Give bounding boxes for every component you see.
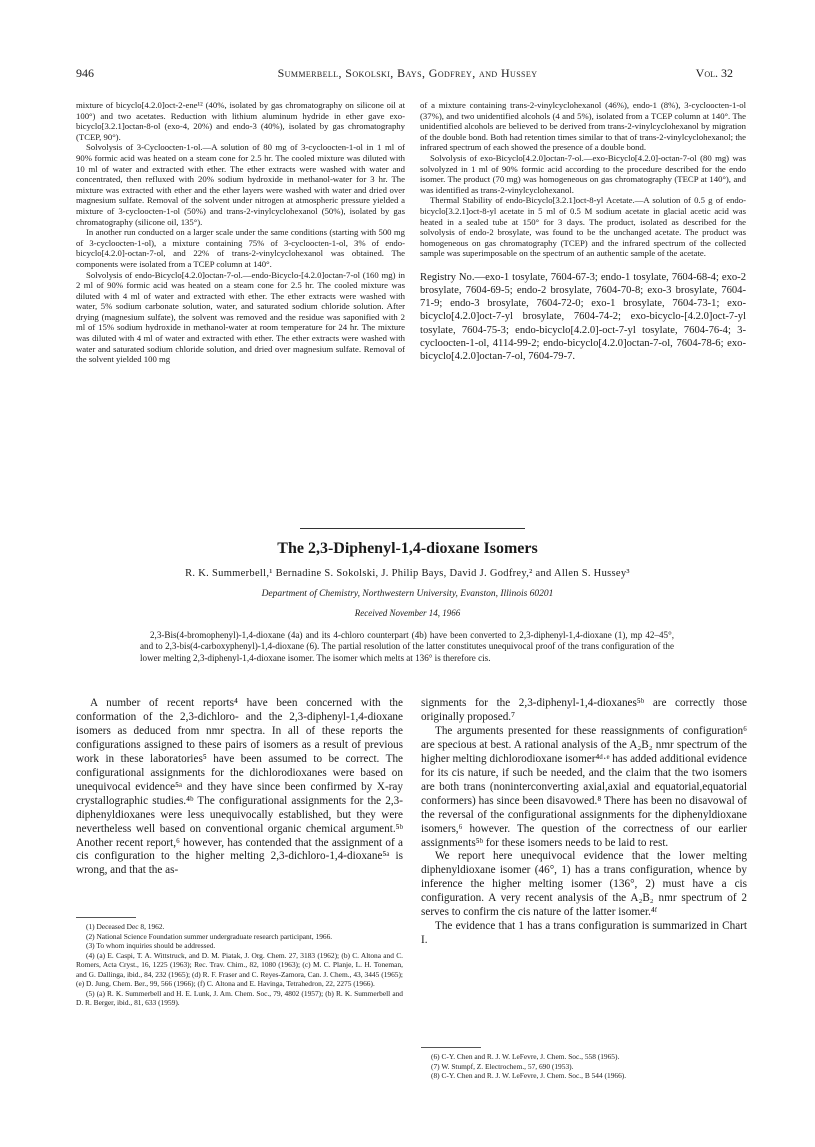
text-paragraph: A number of recent reports⁴ have been concerned with the conformation of the 2,3-dichloro- and the 2,3-diphenyl-1,4-dioxane isomers as deduced from nmr spectra. In all of these reports the configurations assigned to these pairs of isomers as a result of previous work in these laboratories⁵ have been assumed to be correct. The configurational assignments for the dichlorodioxanes were based on unequivocal evidence⁵ᵃ and they have since been confirmed by X-ray crystallographic studies.⁴ᵇ The configurational assignments for the 2,3-diphenyldioxanes were less unequivocally established, but they were nevertheless well based on conventional organic chemical argument.⁵ᵇ Another recent report,⁶ however, has contended that the assignment of a cis configuration to the higher melting 2,3-dichloro-1,4-dioxane⁵ᵃ is wrong, and that the as- (76, 697, 403, 877)
text-paragraph: We report here unequivocal evidence that the lower melting diphenyldioxane isomer (46°, 1) has a trans configuration, whence by inference the higher melting isomer (136°, 2) must have a cis configuration. A very recent analysis of the A₂B₂ nmr spectrum of 2 serves to confirm the cis nature of the latter isomer.⁴ᶠ (421, 850, 747, 919)
text-paragraph: Solvolysis of 3-Cycloocten-1-ol.—A solution of 80 mg of 3-cycloocten-1-ol in 1 ml of 90% formic acid was heated on a steam cone for 2.5 hr. The cooled mixture was diluted with 10 ml of water and extracted with ether. The ether extracts were washed with water and concentrated, then refluxed with 20% sodium hydroxide in methanol-water for 3 hr. The mixture was extracted with ether and the ether layers were washed with water and dried over magnesium sulfate. Removal of the solvent under nitrogen at atmospheric pressure yielded a mixture of 3-cycloocten-1-ol (50%) and trans-2-vinylcyclohexanol (50%), isolated by gas chromatography (silicone oil, 135°). (76, 142, 405, 227)
footnote: (1) Deceased Dec 8, 1962. (86, 922, 165, 931)
body-right-column (421, 697, 747, 948)
previous-article-right-column (420, 100, 746, 363)
footnotes-left (76, 917, 403, 1008)
text-paragraph: Solvolysis of exo-Bicyclo[4.2.0]octan-7-ol.—exo-Bicyclo[4.2.0]-octan-7-ol (80 mg) was solvolyzed in 1 ml of 90% formic acid according to the procedure described for the endo isomer. The product (70 mg) was homogeneous on gas chromatography (TECP at 140°), and was identified as trans-2-vinylcyclohexanol. (420, 152, 746, 195)
author-list: R. K. Summerbell,¹ Bernadine S. Sokolski, J. Philip Bays, David J. Godfrey,² and Allen S. Hussey³ (185, 568, 630, 579)
footnote: (5) (a) R. K. Summerbell and H. E. Lunk, J. Am. Chem. Soc., 79, 4802 (1957); (b) R. K. Summerbell and D. R. Berger, ibid., 81, 633 (1959). (76, 988, 403, 1007)
footnote: (3) To whom inquiries should be addressed. (86, 941, 216, 950)
previous-article-left-column (76, 100, 405, 365)
footnote: (8) C-Y. Chen and R. J. W. LeFevre, J. Chem. Soc., B 544 (1966). (431, 1071, 627, 1080)
page-number: 946 (76, 66, 94, 80)
running-head: Summerbell, Sokolski, Bays, Godfrey, and Hussey (277, 66, 538, 80)
footnote-rule (76, 917, 136, 918)
section-divider (300, 528, 525, 529)
footnote: (4) (a) E. Caspi, T. A. Wittstruck, and D. M. Piatak, J. Org. Chem. 27, 3183 (1962); (b) C. Altona and C. Romers, Acta Cryst., 16, 1225 (1963); Rec. Trav. Chim., 82, 1080 (1963); (c) M. C. Planje, L. H. Toneman, and G. Dallinga, ibid., 84, 232 (1965); (d) R. F. Fraser and C. Reyes-Zamora, Can. J. Chem., 43, 3445 (1965); (e) D. Jung, Chem. Ber., 99, 566 (1966); (f) C. Altona and E. Havinga, Tetrahedron, 22, 2275 (1966). (76, 950, 403, 988)
abstract: 2,3-Bis(4-bromophenyl)-1,4-dioxane (4a) and its 4-chloro counterpart (4b) have been converted to 2,3-diphenyl-1,4-dioxane (1), mp 42–45°, and to 2,3-bis(4-carboxyphenyl)-1,4-dioxane (6). The partial resolution of the latter constitutes unequivocal proof of the trans configuration of the lower melting 2,3-diphenyl-1,4-dioxane isomer. The isomer which melts at 136° is therefore cis. (140, 630, 674, 663)
registry-numbers: Registry No.—exo-1 tosylate, 7604-67-3; endo-1 tosylate, 7604-68-4; exo-2 brosylate, 7604-69-5; endo-2 brosylate, 7604-70-8; exo-3 brosylate, 7604-71-9; endo-3 brosylate, 7604-72-0; exo-1 brosylate, 7604-73-1; exo-bicyclo[4.2.0]oct-7-yl brosylate, 7604-74-2; exo-bicyclo-[4.2.0]oct-7-yl tosylate, 7604-75-3; endo-bicyclo[4.2.0]-oct-7-yl tosylate, 7604-76-4; 3-cycloocten-1-ol, 4114-99-2; endo-bicyclo[4.2.0]octan-7-ol, 7604-78-6; exo-bicyclo[4.2.0]octan-7-ol, 7604-79-7. (420, 271, 746, 362)
text-paragraph: The arguments presented for these reassignments of configuration⁶ are specious at best. A rational analysis of the A₂B₂ nmr spectrum of the higher melting dichlorodioxane isomer⁴ᵈ·ᵉ has added additional evidence for its cis nature, if such be needed, and the claim that the two isomers are both trans (noninterconverting axial,axial and equatorial,equatorial conformers) has since been disavowed.⁸ There has been no disavowal of the reversal of the configurational assignments for the diphenyldioxane isomers,⁶ however. The question of the correctness of our earlier assignments⁵ᵇ for these isomers needs to be laid to rest. (421, 724, 747, 849)
text-paragraph: Thermal Stability of endo-Bicyclo[3.2.1]oct-8-yl Acetate.—A solution of 0.5 g of endo-bicyclo[3.2.1]oct-8-yl acetate in 5 ml of 0.5 M sodium acetate in glacial acetic acid was heated in a sealed tube at 150° for 3 days. The product, isolated as described for the solvolysis of endo-2 brosylate, was found to be the unchanged acetate. The product was homogeneous on gas chromatography (TCEP) and the infrared spectrum of the collected sample was superimposable on the spectrum of an authentic sample of the acetate. (420, 195, 746, 259)
text-paragraph: mixture of bicyclo[4.2.0]oct-2-ene¹² (40%, isolated by gas chromatography on silicone oil at 100°) and two acetates. Reduction with lithium aluminum hydride in ether gave exo-bicyclo[3.2.1]octan-8-ol (exo-4, 20%) and endo-3 (40%), isolated by gas chromatography (TCEP, 90°). (76, 100, 405, 142)
text-paragraph: The evidence that 1 has a trans configuration is summarized in Chart I. (421, 920, 747, 947)
text-paragraph: of a mixture containing trans-2-vinylcyclohexanol (46%), endo-1 (8%), 3-cycloocten-1-ol (37%), and two unidentified alcohols (4 and 5%), isolated from a TCEP column at 140°. The unidentified alcohols are believed to be derived from trans-2-vinylcyclohexanol by migration of the double bond. Both had retention times similar to that of trans-2-vinylcyclohexanol; the infrared spectrum of each showed the presence of a double bond. (420, 100, 746, 153)
article-title: The 2,3-Diphenyl-1,4-dioxane Isomers (277, 540, 538, 557)
footnotes-right (421, 1047, 747, 1081)
affiliation: Department of Chemistry, Northwestern University, Evanston, Illinois 60201 (261, 589, 554, 599)
footnote-rule (421, 1047, 481, 1048)
footnote: (2) National Science Foundation summer undergraduate research participant, 1966. (86, 931, 333, 941)
text-paragraph: In another run conducted on a larger scale under the same conditions (starting with 500 mg of 3-cycloocten-1-ol), a mixture containing 75% of 3-cycloocten-1-ol, 3% of endo-bicyclo[4.2.0]-octan-7-ol, and 22% of trans-2-vinylcyclohexanol was obtained. The components were isolated from a TCEP column at 140°. (76, 227, 405, 269)
footnote: (7) W. Stumpf, Z. Electrochem., 57, 690 (1953). (431, 1061, 574, 1071)
volume-label: Vol. 32 (695, 66, 733, 80)
text-paragraph: Solvolysis of endo-Bicyclo[4.2.0]octan-7-ol.—endo-Bicyclo-[4.2.0]octan-7-ol (160 mg) in 2 ml of 90% formic acid was heated on a steam cone for 2.5 hr. The cooled mixture was diluted with 4 ml of water and extracted with ether. The ether extracts were washed with water, 5% sodium carbonate solution, water, and saturated sodium chloride solution. After drying (magnesium sulfate), the solvent was removed and the residue was saponified with 2 ml of 15% sodium hydroxide in methanol-water at room temperature for 24 hr. The mixture was diluted with 4 ml of water and extracted with ether. The ether extracts were washed with water and saturated sodium chloride solution, and dried over magnesium sulfate. Removal of the solvent yielded 100 mg (76, 269, 405, 365)
received-date: Received November 14, 1966 (354, 608, 461, 618)
footnote: (6) C-Y. Chen and R. J. W. LeFevre, J. Chem. Soc., 558 (1965). (431, 1052, 620, 1061)
text-paragraph: signments for the 2,3-diphenyl-1,4-dioxanes⁵ᵇ are correctly those originally proposed.⁷ (421, 697, 747, 723)
body-left-column (76, 697, 403, 878)
